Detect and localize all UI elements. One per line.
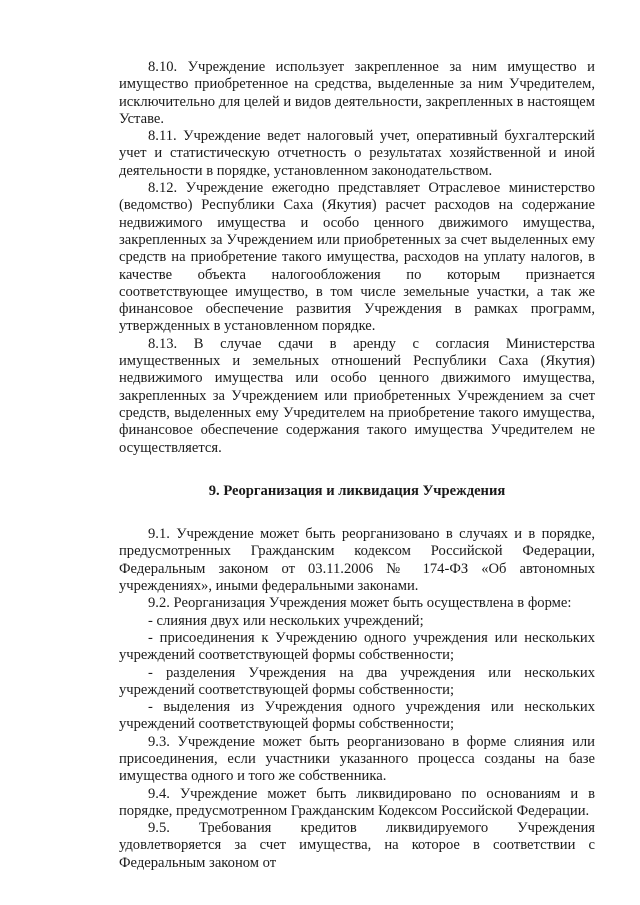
paragraph-9-2: 9.2. Реорганизация Учреждения может быть осуществлена в форме: <box>148 595 572 612</box>
list-item-separation: - выделения из Учреждения одного учреждения или нескольких учреждений соответствующей формы собственности; <box>119 699 595 733</box>
paragraph-9-4: 9.4. Учреждение может быть ликвидировано по основаниям и в порядке, предусмотренном Гражданским Кодексом Российской Федерации. <box>119 785 595 819</box>
paragraph-8-12: 8.12. Учреждение ежегодно представляет Отраслевое министерство (ведомство) Республики Саха (Якутия) расчет расходов на содержание недвижимого имущества и особо ценного движимого имущества, закрепленных за Учреждением или приобретенных за счет выделенных ему средств на приобретение такого имущества, расходов на уплату налогов, в качестве объекта налогообложения по которым признается соответствующее имущество, в том числе земельные участки, а так же финансовое обеспечение развития Учреждения в рамках программ, утвержденных в установленном порядке. <box>119 180 595 335</box>
section-9-heading: 9. Реорганизация и ликвидация Учреждения <box>208 482 506 499</box>
paragraph-8-10: 8.10. Учреждение использует закрепленное за ним имущество и имущество приобретенное на средства, выделенные за ним Учредителем, исключительно для целей и видов деятельности, закрепленных в настоящем Уставе. <box>119 59 595 127</box>
list-item-division: - разделения Учреждения на два учреждения или нескольких учреждений соответствующей формы собственности; <box>119 664 595 698</box>
paragraph-9-1: 9.1. Учреждение может быть реорганизовано в случаях и в порядке, предусмотренных Гражданским кодексом Российской Федерации, Федеральным законом от 03.11.2006 № 174-ФЗ «Об автономных учреждениях», иными федеральными законами. <box>119 526 595 595</box>
paragraph-9-5: 9.5. Требования кредитов ликвидируемого Учреждения удовлетворяется за счет имущества, на которое в соответствии с Федеральным законом от <box>119 820 595 871</box>
list-item-merge: - слияния двух или нескольких учреждений; <box>148 612 424 629</box>
paragraph-9-3: 9.3. Учреждение может быть реорганизовано в форме слияния или присоединения, если участники указанного процесса созданы на базе имущества одного и того же собственника. <box>119 733 595 785</box>
paragraph-8-13: 8.13. В случае сдачи в аренду с согласия Министерства имущественных и земельных отношений Республики Саха (Якутия) недвижимого имущества или особо ценного движимого имущества, закрепленных за Учреждением или приобретенных Учреждением за счет средств, выделенных ему Учредителем на приобретение такого имущества, финансовое обеспечение содержания такого имущества Учредителем не осуществляется. <box>119 335 595 456</box>
list-item-accession: - присоединения к Учреждению одного учреждения или нескольких учреждений соответствующей формы собственности; <box>119 629 595 664</box>
paragraph-8-11: 8.11. Учреждение ведет налоговый учет, оперативный бухгалтерский учет и статистическую отчетность о результатах хозяйственной и иной деятельности в порядке, установленном законодательством. <box>119 128 595 179</box>
document-page <box>119 59 595 872</box>
